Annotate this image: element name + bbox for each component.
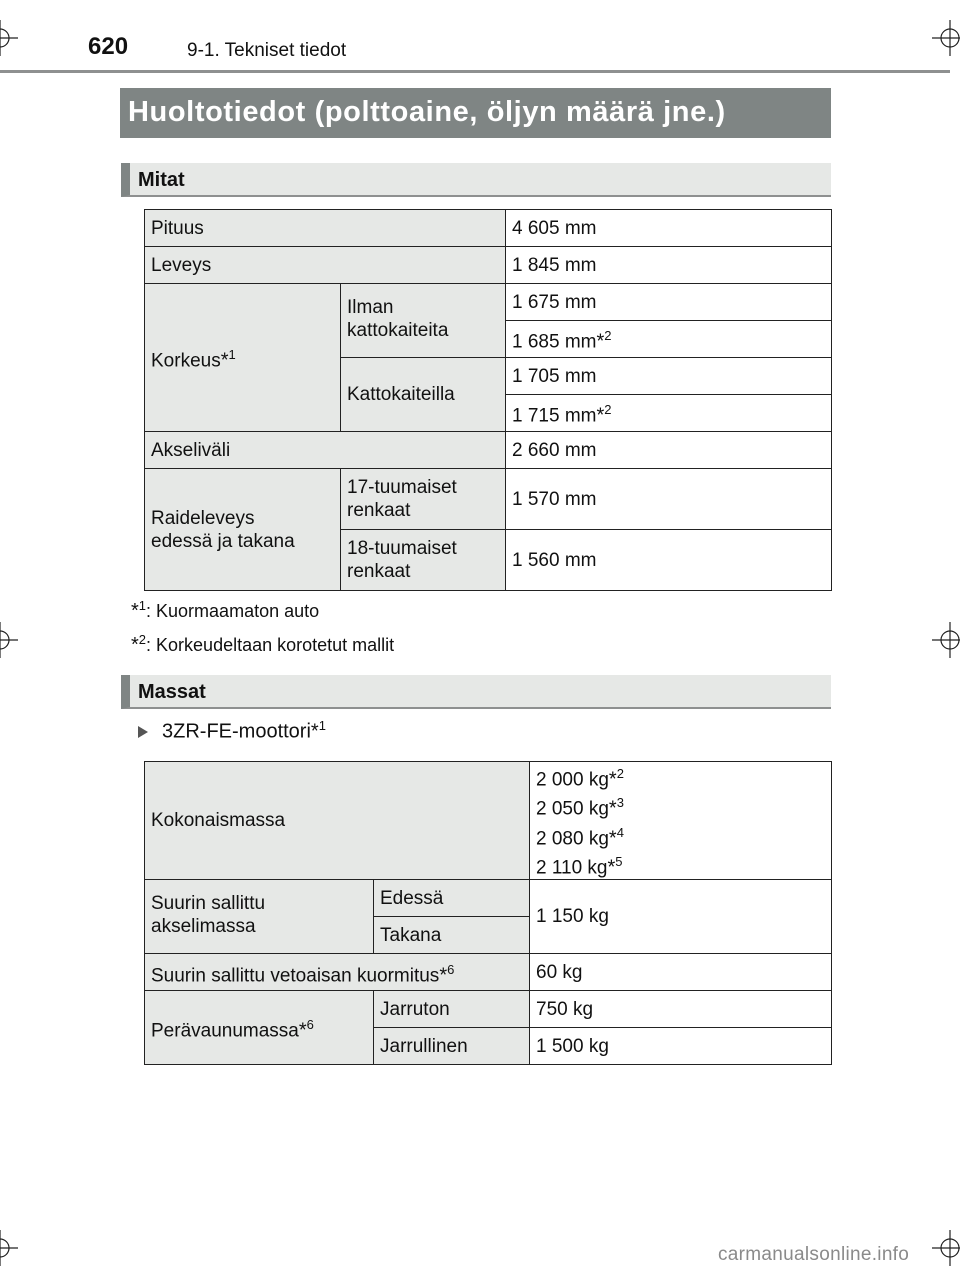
wheelbase-label: Akseliväli bbox=[145, 432, 506, 469]
length-value: 4 605 mm bbox=[506, 210, 832, 247]
axle-rear-label: Takana bbox=[374, 917, 530, 954]
trailer-label-cell bbox=[145, 991, 374, 1065]
height-label: Korkeus bbox=[151, 350, 221, 372]
width-value: 1 845 mm bbox=[506, 247, 832, 284]
height-value: 1 675 mm bbox=[506, 284, 832, 321]
footnote-ref: 6 bbox=[306, 1017, 314, 1033]
asterisk-mark: * bbox=[298, 1019, 307, 1042]
asterisk-mark: * bbox=[131, 600, 139, 622]
table-row bbox=[145, 880, 832, 917]
braked-value: 1 500 kg bbox=[530, 1028, 832, 1065]
track-value: 1 570 mm bbox=[506, 469, 832, 530]
asterisk-mark: * bbox=[596, 330, 605, 353]
crop-mark-icon bbox=[0, 1230, 18, 1266]
tires-label-line: 17-tuumaiset bbox=[347, 477, 457, 498]
track-label-line: edessä ja takana bbox=[151, 530, 295, 552]
gross-weight-value: 2 000 kg bbox=[536, 769, 609, 791]
axle-label-cell bbox=[145, 880, 374, 954]
footnote-ref: 5 bbox=[615, 853, 623, 869]
asterisk-mark: * bbox=[608, 826, 617, 849]
engine-label: 3ZR-FE-moottori bbox=[162, 720, 311, 743]
drawbar-load-label: Suurin sallittu vetoaisan kuormitus bbox=[151, 964, 440, 986]
footnote-1 bbox=[131, 598, 319, 623]
triangle-bullet-icon bbox=[138, 726, 148, 738]
chapter-title: 9-1. Tekniset tiedot bbox=[187, 40, 347, 61]
tires-label-line: 18-tuumaiset bbox=[347, 538, 457, 559]
gross-weight-values bbox=[530, 762, 832, 880]
unbraked-value: 750 kg bbox=[530, 991, 832, 1028]
gross-weight-value: 2 110 kg bbox=[536, 857, 608, 879]
asterisk-mark: * bbox=[439, 963, 448, 986]
gross-weight-value: 2 050 kg bbox=[536, 798, 609, 820]
height-label-cell bbox=[145, 284, 341, 432]
footnote-ref: 1 bbox=[228, 346, 236, 362]
crop-mark-icon bbox=[932, 1230, 960, 1266]
dimensions-table bbox=[144, 209, 832, 591]
asterisk-mark: * bbox=[310, 720, 319, 743]
wheelbase-value: 2 660 mm bbox=[506, 432, 832, 469]
section-heading-weights: Massat bbox=[121, 675, 831, 709]
weights-table bbox=[144, 761, 832, 1065]
drawbar-load-label-cell bbox=[145, 954, 530, 991]
height-value: 1 715 mm bbox=[512, 405, 597, 427]
page-number: 620 bbox=[88, 33, 129, 60]
table-row bbox=[145, 762, 832, 880]
tires-label-line: renkaat bbox=[347, 561, 411, 582]
footnote-number: 2 bbox=[138, 632, 147, 647]
axle-label-line: Suurin sallittu bbox=[151, 893, 266, 915]
footnote-ref: 2 bbox=[604, 328, 612, 344]
without-rails-label: Ilman kattokaiteita bbox=[347, 297, 449, 341]
header-rule bbox=[0, 70, 950, 73]
footnote-ref: 6 bbox=[447, 961, 455, 977]
footnote-text: : Korkeudeltaan korotetut mallit bbox=[146, 635, 395, 655]
crop-mark-icon bbox=[932, 622, 960, 658]
footnote-ref: 2 bbox=[604, 402, 612, 418]
table-row bbox=[145, 247, 832, 284]
track-label-line: Raideleveys bbox=[151, 507, 255, 529]
gross-weight-value-line bbox=[536, 791, 825, 820]
tires17-label-cell bbox=[341, 469, 506, 530]
axle-label-line: akselimassa bbox=[151, 916, 256, 938]
axle-front-label: Edessä bbox=[374, 880, 530, 917]
with-rails-label: Kattokaiteilla bbox=[341, 358, 506, 432]
height-value-cell bbox=[506, 321, 832, 358]
asterisk-mark: * bbox=[608, 797, 617, 820]
width-label: Leveys bbox=[145, 247, 506, 284]
footnote-ref: 3 bbox=[616, 795, 624, 811]
asterisk-mark: * bbox=[596, 404, 605, 427]
footnote-ref: 2 bbox=[616, 766, 624, 781]
asterisk-mark: * bbox=[131, 634, 139, 656]
without-rails-label-cell bbox=[341, 284, 506, 358]
gross-weight-value: 2 080 kg bbox=[536, 827, 609, 849]
table-row bbox=[145, 432, 832, 469]
height-value: 1 705 mm bbox=[506, 358, 832, 395]
asterisk-mark: * bbox=[220, 349, 229, 372]
height-value-cell bbox=[506, 395, 832, 432]
page-title: Huoltotiedot (polttoaine, öljyn määrä jne.) bbox=[120, 88, 831, 138]
gross-weight-value-line bbox=[536, 762, 825, 791]
asterisk-mark: * bbox=[608, 768, 617, 791]
asterisk-mark: * bbox=[607, 856, 616, 879]
crop-mark-icon bbox=[0, 622, 18, 658]
footnote-ref: 1 bbox=[318, 718, 326, 733]
gross-weight-value-line bbox=[536, 821, 825, 850]
table-row bbox=[145, 469, 832, 530]
table-row bbox=[145, 284, 832, 321]
footnote-ref: 4 bbox=[616, 824, 624, 840]
footnote-2 bbox=[131, 632, 394, 657]
length-label: Pituus bbox=[145, 210, 506, 247]
track-label-cell bbox=[145, 469, 341, 591]
watermark: carmanualsonline.info bbox=[718, 1244, 910, 1265]
table-row bbox=[145, 210, 832, 247]
table-row bbox=[145, 954, 832, 991]
tires-label-line: renkaat bbox=[347, 500, 411, 521]
table-row bbox=[145, 991, 832, 1028]
crop-mark-icon bbox=[932, 20, 960, 56]
tires18-label-cell bbox=[341, 530, 506, 591]
trailer-label: Perävaunumassa bbox=[151, 1020, 299, 1042]
height-value: 1 685 mm bbox=[512, 331, 597, 353]
footnote-text: : Kuormaamaton auto bbox=[146, 601, 320, 621]
drawbar-load-value: 60 kg bbox=[530, 954, 832, 991]
section-heading-dimensions: Mitat bbox=[121, 163, 831, 197]
braked-label: Jarrullinen bbox=[374, 1028, 530, 1065]
crop-mark-icon bbox=[0, 20, 18, 56]
gross-weight-value-line bbox=[536, 850, 825, 879]
track-value: 1 560 mm bbox=[506, 530, 832, 591]
gross-weight-label: Kokonaismassa bbox=[145, 762, 530, 880]
unbraked-label: Jarruton bbox=[374, 991, 530, 1028]
axle-weight-value: 1 150 kg bbox=[530, 880, 832, 954]
footnote-number: 1 bbox=[138, 598, 147, 613]
engine-heading bbox=[138, 718, 326, 744]
